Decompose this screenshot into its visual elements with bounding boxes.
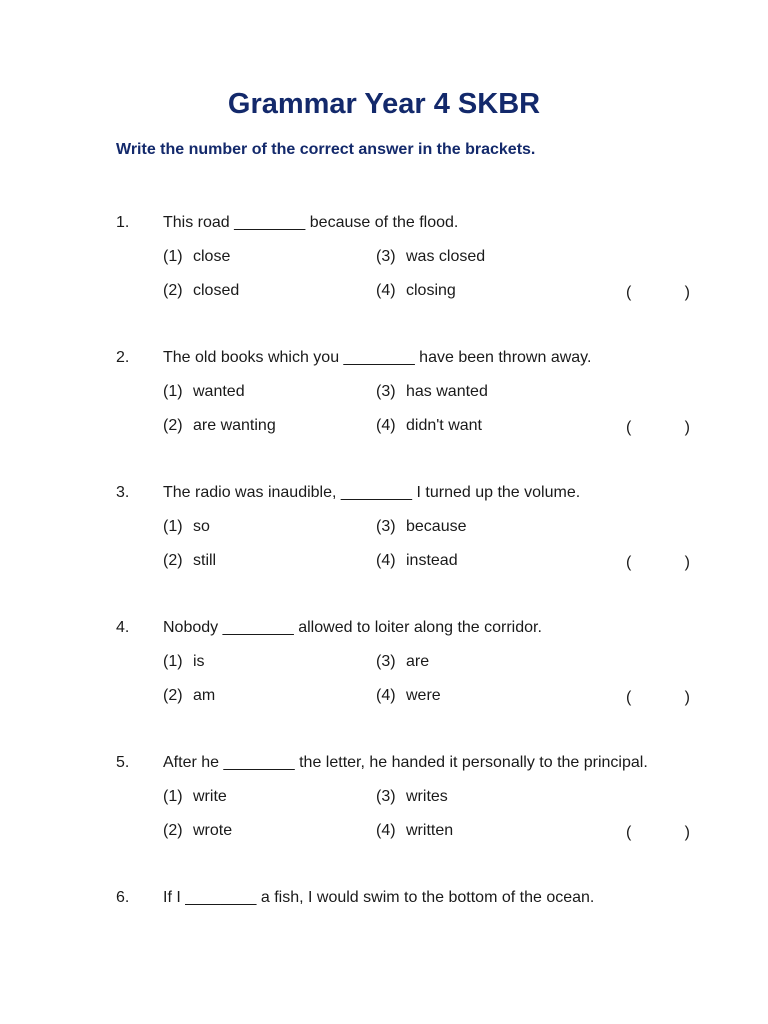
question-3 xyxy=(0,482,768,617)
option-4 xyxy=(376,685,441,707)
option-text: written xyxy=(406,822,454,839)
bracket-open: ( xyxy=(626,554,632,571)
question-stem: The old books which you ________ have been thrown away. xyxy=(163,349,592,366)
option-text: were xyxy=(406,687,441,704)
option-text: write xyxy=(193,788,227,805)
option-number: (2) xyxy=(163,822,183,839)
question-5 xyxy=(0,752,768,887)
bracket-open: ( xyxy=(626,419,632,436)
option-number: (3) xyxy=(376,383,396,400)
option-2 xyxy=(163,415,276,437)
option-1 xyxy=(163,516,210,538)
instruction-text: Write the number of the correct answer in the brackets. xyxy=(116,141,536,158)
option-number: (3) xyxy=(376,248,396,265)
option-3 xyxy=(376,651,429,673)
option-text: has wanted xyxy=(406,383,488,400)
question-4 xyxy=(0,617,768,752)
bracket-open: ( xyxy=(626,824,632,841)
option-2 xyxy=(163,685,215,707)
option-number: (1) xyxy=(163,518,183,535)
option-number: (1) xyxy=(163,383,183,400)
bracket-close: ) xyxy=(684,419,690,436)
question-stem: This road ________ because of the flood. xyxy=(163,214,459,231)
option-text: closed xyxy=(193,282,240,299)
option-4 xyxy=(376,415,482,437)
answer-bracket[interactable] xyxy=(626,822,690,844)
question-number: 5. xyxy=(116,754,130,771)
option-text: wanted xyxy=(193,383,245,400)
question-list xyxy=(0,212,768,1022)
option-number: (3) xyxy=(376,518,396,535)
option-number: (2) xyxy=(163,417,183,434)
option-text: closing xyxy=(406,282,456,299)
option-text: close xyxy=(193,248,231,265)
option-1 xyxy=(163,381,245,403)
page-title: Grammar Year 4 SKBR xyxy=(227,88,541,120)
bracket-close: ) xyxy=(684,824,690,841)
option-3 xyxy=(376,516,467,538)
option-text: so xyxy=(193,518,210,535)
option-number: (4) xyxy=(376,282,396,299)
option-number: (2) xyxy=(163,687,183,704)
answer-bracket[interactable] xyxy=(626,417,690,439)
option-text: are xyxy=(406,653,430,670)
bracket-close: ) xyxy=(684,689,690,706)
option-1 xyxy=(163,651,205,673)
option-number: (1) xyxy=(163,653,183,670)
option-3 xyxy=(376,381,488,403)
option-text: still xyxy=(193,552,217,569)
question-stem: After he ________ the letter, he handed it personally to the principal. xyxy=(163,754,648,771)
option-text: am xyxy=(193,687,216,704)
option-3 xyxy=(376,246,485,268)
option-text: is xyxy=(193,653,205,670)
question-stem: Nobody ________ allowed to loiter along the corridor. xyxy=(163,619,542,636)
option-2 xyxy=(163,280,239,302)
question-number: 2. xyxy=(116,349,130,366)
option-number: (4) xyxy=(376,552,396,569)
question-number: 6. xyxy=(116,889,130,906)
question-number: 3. xyxy=(116,484,130,501)
option-number: (4) xyxy=(376,822,396,839)
bracket-close: ) xyxy=(684,284,690,301)
option-number: (3) xyxy=(376,788,396,805)
answer-bracket[interactable] xyxy=(626,282,690,304)
bracket-open: ( xyxy=(626,284,632,301)
question-2 xyxy=(0,347,768,482)
question-1 xyxy=(0,212,768,347)
question-stem: If I ________ a fish, I would swim to the bottom of the ocean. xyxy=(163,889,595,906)
question-6 xyxy=(0,887,768,1022)
question-number: 4. xyxy=(116,619,130,636)
option-1 xyxy=(163,246,230,268)
option-text: instead xyxy=(406,552,458,569)
bracket-open: ( xyxy=(626,689,632,706)
option-number: (4) xyxy=(376,687,396,704)
option-text: writes xyxy=(406,788,448,805)
option-3 xyxy=(376,786,448,808)
option-number: (1) xyxy=(163,248,183,265)
option-4 xyxy=(376,280,456,302)
option-4 xyxy=(376,550,458,572)
option-number: (3) xyxy=(376,653,396,670)
option-1 xyxy=(163,786,227,808)
option-text: didn't want xyxy=(406,417,482,434)
option-text: are wanting xyxy=(193,417,276,434)
bracket-close: ) xyxy=(684,554,690,571)
option-number: (1) xyxy=(163,788,183,805)
option-2 xyxy=(163,550,216,572)
option-4 xyxy=(376,820,453,842)
option-number: (2) xyxy=(163,282,183,299)
answer-bracket[interactable] xyxy=(626,552,690,574)
option-number: (2) xyxy=(163,552,183,569)
option-text: was closed xyxy=(406,248,486,265)
answer-bracket[interactable] xyxy=(626,687,690,709)
option-2 xyxy=(163,820,232,842)
option-number: (4) xyxy=(376,417,396,434)
option-text: wrote xyxy=(193,822,233,839)
question-number: 1. xyxy=(116,214,130,231)
question-stem: The radio was inaudible, ________ I turned up the volume. xyxy=(163,484,581,501)
option-text: because xyxy=(406,518,467,535)
